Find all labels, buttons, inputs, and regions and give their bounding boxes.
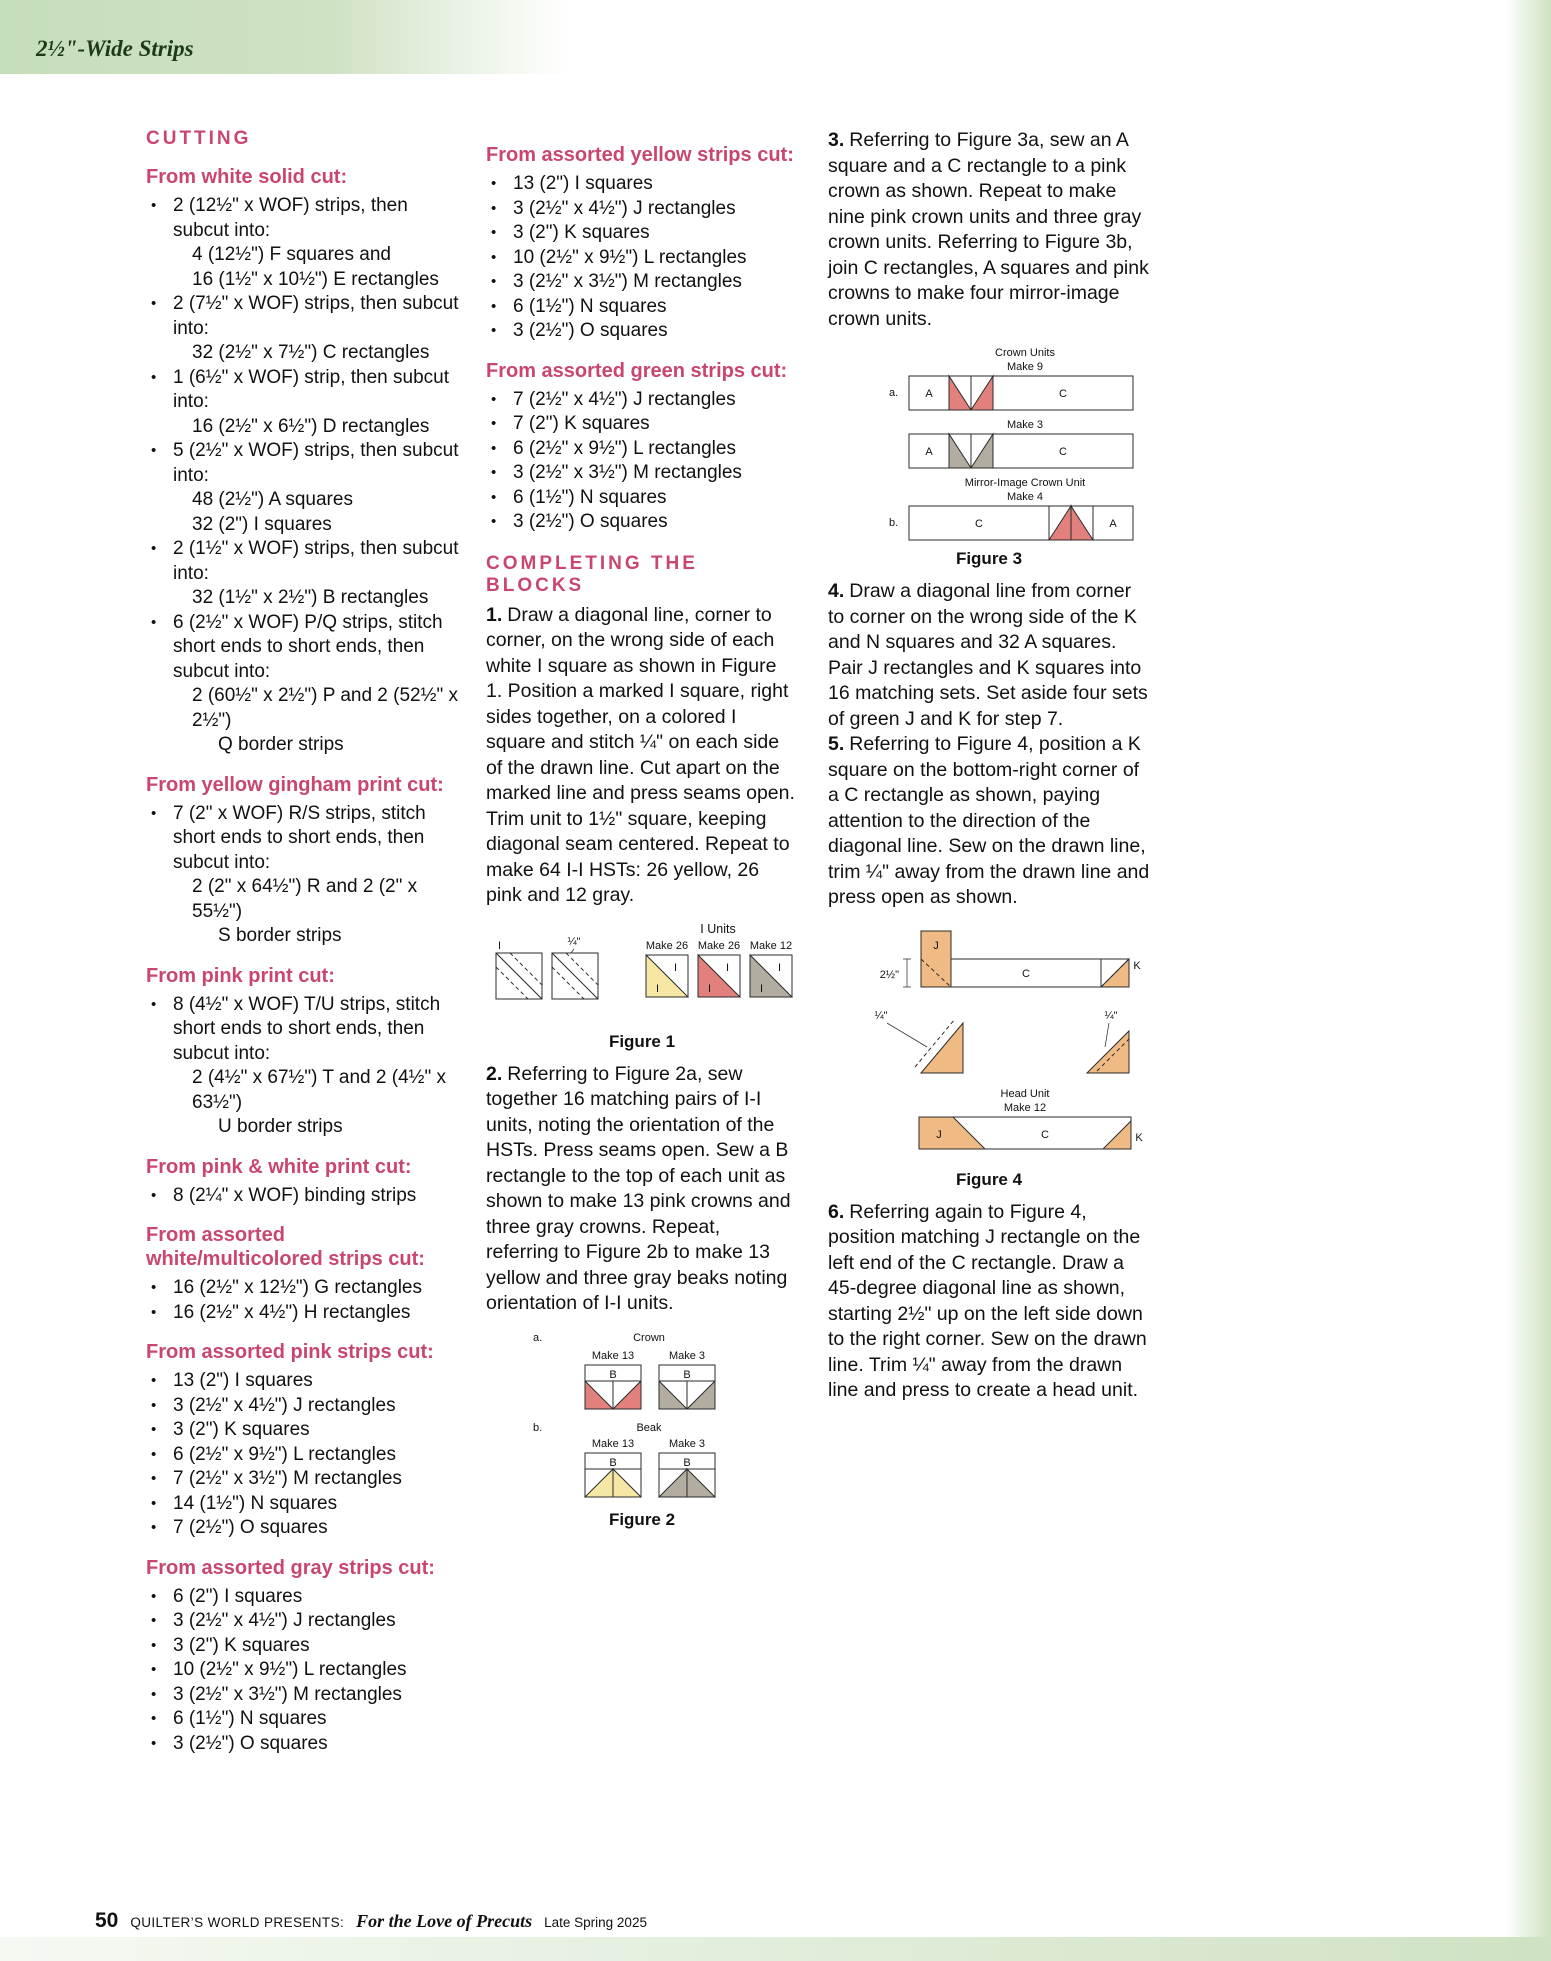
figure-4-caption: Figure 4 <box>955 1169 1023 1189</box>
column-cutting <box>146 128 464 1756</box>
cut-item <box>146 1276 464 1301</box>
c-label: C <box>975 518 983 530</box>
j-label: J <box>936 1128 942 1141</box>
make-label: Make 3 <box>668 1437 706 1450</box>
bullet-icon: • <box>151 1372 157 1389</box>
cut-text: 2 (7½" x WOF) strips, then subcut into: <box>173 293 459 339</box>
marked-i-squares <box>496 936 598 999</box>
publisher-label: QUILTER’S WORLD PRESENTS: <box>130 1915 345 1930</box>
bullet-icon: • <box>151 1661 157 1678</box>
cut-item <box>146 1585 464 1610</box>
step-text: Referring again to Figure 4, position matching J rectangle on the left end of the C rectangle. Draw a 45-degree diagonal line as shown, starting 2½" up on the left side down to the right corner. Sew on the drawn line. Trim ¼" away from the drawn line and press to create a head unit. <box>828 1200 1147 1401</box>
beak-unit-yellow <box>585 1453 641 1497</box>
i-label: I <box>708 982 712 995</box>
bullet-icon: • <box>151 1519 157 1536</box>
head-unit-layout <box>880 931 1142 987</box>
j-label: J <box>933 939 939 952</box>
make-label: Make 26 <box>697 939 741 952</box>
cut-text: 10 (2½" x 9½") L rectangles <box>513 246 747 268</box>
i-label: I <box>674 961 678 974</box>
cut-text: 3 (2½") O squares <box>513 320 668 341</box>
step-number: 5. <box>828 733 845 755</box>
bullet-icon: • <box>491 273 497 290</box>
cut-text: 5 (2½" x WOF) strips, then subcut into: <box>173 440 459 486</box>
cut-text: 7 (2" x WOF) R/S strips, stitch short ends to short ends, then subcut into: <box>173 802 426 873</box>
cut-text: 16 (1½" x 10½") E rectangles <box>192 268 439 290</box>
i-label: I <box>498 939 502 952</box>
cut-text: 3 (2½") O squares <box>513 511 668 532</box>
cut-item <box>146 366 464 415</box>
figure-3-caption: Figure 3 <box>955 549 1023 568</box>
step-3 <box>828 128 1150 332</box>
step-text: Referring to Figure 3a, sew an A square and a C rectangle to a pink crown as shown. Repeat to make nine pink crown units and three gray crown units. Referring to Figure 3b, join C rectangles, A squares and pink crowns to make four mirror-image crown units. <box>828 129 1149 330</box>
cut-text: 16 (2½" x 4½") H rectangles <box>173 1301 411 1323</box>
cut-text: 2 (60½" x 2½") P and 2 (52½" x 2½") <box>192 685 458 731</box>
cut-text: 32 (2½" x 7½") C rectangles <box>192 342 430 363</box>
cut-text: 6 (1½") N squares <box>513 486 667 508</box>
cut-item <box>146 1683 464 1708</box>
cut-text: S border strips <box>218 925 342 946</box>
section-heading: From assorted gray strips cut: <box>146 1556 435 1579</box>
cut-text: Q border strips <box>218 734 344 755</box>
cut-subline <box>146 243 464 268</box>
cut-item <box>486 486 798 511</box>
cut-text: 3 (2") K squares <box>513 222 650 243</box>
cut-list <box>146 1369 464 1541</box>
cut-item <box>146 1418 464 1443</box>
cut-text: 7 (2½" x 3½") M rectangles <box>173 1468 402 1489</box>
cut-item <box>146 802 464 876</box>
step-number: 1. <box>486 603 503 626</box>
cut-text: 7 (2½" x 4½") J rectangles <box>513 388 736 410</box>
section-heading: From yellow gingham print cut: <box>146 773 444 796</box>
section-heading: From white solid cut: <box>146 166 348 188</box>
step-number: 6. <box>828 1200 845 1223</box>
trim-step <box>874 1010 1131 1073</box>
page-number: 50 <box>95 1909 119 1932</box>
crown-unit-pink <box>585 1365 641 1409</box>
cut-text: 10 (2½" x 9½") L rectangles <box>173 1659 407 1680</box>
make-label: Make 12 <box>1003 1101 1047 1114</box>
bullet-icon: • <box>151 1470 157 1487</box>
cut-item <box>146 1443 464 1468</box>
cut-text: 16 (2½" x 12½") G rectangles <box>173 1277 423 1298</box>
cut-item <box>146 439 464 488</box>
cut-item <box>486 461 798 486</box>
figure-3 <box>828 344 1150 569</box>
sub-label-b: b. <box>889 517 899 529</box>
sub-label-b: b. <box>533 1421 543 1434</box>
bullet-icon: • <box>491 199 497 217</box>
step-4 <box>828 579 1150 732</box>
bullet-icon: • <box>151 442 157 459</box>
bullet-icon: • <box>491 322 497 339</box>
make-label: Make 9 <box>1006 361 1044 373</box>
bullet-icon: • <box>151 1279 157 1296</box>
cut-text: 6 (2½" x 9½") L rectangles <box>513 437 736 459</box>
cut-item <box>146 1394 464 1419</box>
cut-item <box>146 1369 464 1394</box>
bullet-icon: • <box>151 1710 157 1727</box>
mirror-crown-unit-strip <box>909 506 1133 540</box>
publication-title: For the Love of Precuts <box>356 1911 533 1931</box>
sub-label-a: a. <box>533 1331 543 1344</box>
cut-list <box>146 1184 464 1209</box>
cut-subline <box>146 513 464 538</box>
bullet-icon: • <box>151 368 157 386</box>
section-heading: From assorted white/multicolored strips cut: <box>146 1224 425 1270</box>
bullet-icon: • <box>151 804 157 822</box>
bullet-icon: • <box>491 415 497 432</box>
b-label: B <box>609 1456 617 1469</box>
cut-text: 2 (2" x 64½") R and 2 (2" x 55½") <box>192 876 418 922</box>
cut-item <box>486 295 798 320</box>
bullet-icon: • <box>151 1494 157 1512</box>
cut-text: 6 (2") I squares <box>173 1585 303 1607</box>
cut-subline <box>146 924 464 949</box>
sub-label-a: a. <box>889 387 899 399</box>
page-footer <box>95 1909 647 1933</box>
c-label: C <box>1059 446 1067 458</box>
cut-text: 6 (2½" x 9½") L rectangles <box>173 1443 396 1465</box>
bullet-icon: • <box>151 295 157 312</box>
head-unit-final <box>919 1117 1143 1149</box>
step-1 <box>486 603 798 909</box>
crown-units-title: Crown Units <box>995 347 1055 359</box>
hst-yellow <box>646 955 688 997</box>
cut-item <box>146 194 464 243</box>
cut-section-yellow-gingham <box>146 773 464 949</box>
section-heading: From pink print cut: <box>146 964 335 987</box>
c-label: C <box>1059 388 1067 400</box>
beak-title: Beak <box>636 1421 662 1434</box>
beak-unit-gray <box>659 1453 715 1497</box>
bullet-icon: • <box>151 197 157 214</box>
section-heading: From pink & white print cut: <box>146 1155 412 1178</box>
bullet-icon: • <box>491 175 497 192</box>
figure-2-caption: Figure 2 <box>608 1509 676 1529</box>
bullet-icon: • <box>491 439 497 457</box>
cut-text: 13 (2") I squares <box>513 173 653 194</box>
cut-subline <box>146 1066 464 1115</box>
i-label: I <box>726 961 730 974</box>
i-label: I <box>760 982 764 995</box>
step-text: Draw a diagonal line, corner to corner, on the wrong side of each white I square as shown in Figure 1. Position a marked I square, right sides together, on a colored I square and stitch ¼" on each side of the drawn line. Cut apart on the marked line and press seams open. Trim unit to 1½" square, keeping diagonal seam centered. Repeat to make 64 I-I HSTs: 26 yellow, 26 pink and 12 gray. <box>486 603 795 906</box>
k-label: K <box>1135 1131 1143 1144</box>
figure-1 <box>486 921 798 1052</box>
cut-item <box>486 510 798 535</box>
cut-text: 3 (2½" x 3½") M rectangles <box>173 1683 402 1705</box>
cut-item <box>486 270 798 295</box>
crown-unit-strip-pink <box>909 376 1133 410</box>
bullet-icon: • <box>151 1445 157 1463</box>
cut-subline <box>146 268 464 293</box>
cut-text: 14 (1½") N squares <box>173 1492 338 1514</box>
cut-item <box>146 1301 464 1326</box>
cut-item <box>146 611 464 685</box>
bullet-icon: • <box>151 1685 157 1703</box>
page-content <box>146 128 1150 1756</box>
step-6 <box>828 1200 1150 1404</box>
cut-item <box>486 437 798 462</box>
cut-item <box>486 319 798 344</box>
cut-list <box>146 993 464 1140</box>
cut-subline <box>146 488 464 513</box>
hst-gray <box>750 955 792 997</box>
step-5 <box>828 732 1150 911</box>
step-number: 4. <box>828 580 845 602</box>
cut-text: 3 (2½" x 3½") M rectangles <box>513 462 742 483</box>
header-band <box>0 0 600 74</box>
cut-subline <box>146 875 464 924</box>
dimension-label: 2½" <box>879 968 899 981</box>
cut-section-white-multicolored <box>146 1223 464 1325</box>
bullet-icon: • <box>491 464 497 481</box>
cut-list <box>486 388 798 535</box>
bullet-icon: • <box>151 1612 157 1629</box>
step-text: Referring to Figure 2a, sew together 16 matching pairs of I-I units, noting the orientation of the HSTs. Press seams open. Sew a B rectangle to the top of each unit as shown to make 13 pink crowns and three gray crowns. Repeat, referring to Figure 2b to make 13 yellow and three gray beaks noting orientation of I-I units. <box>486 1062 791 1314</box>
bullet-icon: • <box>491 224 497 241</box>
cut-list <box>146 802 464 949</box>
cut-text: 2 (4½" x 67½") T and 2 (4½" x 63½") <box>192 1067 447 1113</box>
section-heading: From assorted pink strips cut: <box>146 1341 434 1363</box>
cut-text: 8 (2¼" x WOF) binding strips <box>173 1184 417 1206</box>
cut-section-pink-strips <box>146 1340 464 1541</box>
step-2 <box>486 1062 798 1317</box>
i-label: I <box>778 961 782 974</box>
bullet-icon: • <box>151 1421 157 1438</box>
cut-text: 7 (2") K squares <box>513 413 650 434</box>
bullet-icon: • <box>151 995 157 1013</box>
cut-section-yellow-strips <box>486 143 798 344</box>
figure-4 <box>828 923 1150 1190</box>
cut-text: 6 (1½") N squares <box>173 1708 327 1729</box>
cut-item <box>146 1492 464 1517</box>
cut-item <box>146 292 464 341</box>
cut-item <box>486 388 798 413</box>
cut-text: 3 (2") K squares <box>173 1634 310 1656</box>
make-label: Make 26 <box>645 939 689 952</box>
figure-1-caption: Figure 1 <box>608 1031 676 1051</box>
k-label: K <box>1133 959 1141 972</box>
cut-item <box>146 1609 464 1634</box>
cut-item <box>486 412 798 437</box>
bullet-icon: • <box>151 1396 157 1414</box>
cut-item <box>486 172 798 197</box>
figure-2-diagram <box>527 1329 757 1503</box>
a-label: A <box>1109 518 1117 530</box>
make-label: Make 4 <box>1006 491 1044 503</box>
head-unit-title: Head Unit <box>1000 1087 1050 1100</box>
make-label: Make 3 <box>668 1349 706 1362</box>
cutting-heading: CUTTING <box>146 128 252 149</box>
section-heading: From assorted green strips cut: <box>486 359 788 382</box>
bullet-icon: • <box>491 513 497 530</box>
cut-item <box>486 221 798 246</box>
cut-text: 6 (1½") N squares <box>513 295 667 317</box>
cut-text: U border strips <box>218 1116 343 1137</box>
bullet-icon: • <box>491 248 497 266</box>
cut-item <box>146 1732 464 1757</box>
cut-item <box>146 537 464 586</box>
quarter-inch-label: ¼" <box>1104 1009 1118 1022</box>
right-edge-decoration <box>1505 0 1551 1961</box>
cut-subline <box>146 684 464 733</box>
cut-subline <box>146 415 464 440</box>
cut-item <box>486 197 798 222</box>
quarter-inch-label: ¼" <box>567 935 581 948</box>
make-label: Make 13 <box>591 1437 635 1450</box>
cut-item <box>146 1634 464 1659</box>
completing-heading: COMPLETING THE BLOCKS <box>486 552 698 596</box>
mirror-image-title: Mirror-Image Crown Unit <box>964 477 1086 489</box>
quarter-inch-label: ¼" <box>874 1009 888 1022</box>
cut-list <box>146 194 464 758</box>
figure-1-diagram <box>486 921 798 1025</box>
cut-subline <box>146 1115 464 1140</box>
crown-unit-gray <box>659 1365 715 1409</box>
b-label: B <box>683 1368 691 1381</box>
cut-section-gray-strips <box>146 1556 464 1757</box>
bullet-icon: • <box>151 1636 157 1654</box>
bullet-icon: • <box>491 390 497 408</box>
cut-text: 16 (2½" x 6½") D rectangles <box>192 415 430 437</box>
make-label: Make 13 <box>591 1349 635 1362</box>
step-text: Draw a diagonal line from corner to corner on the wrong side of the K and N squares and 32 A squares. Pair J rectangles and K squares into 16 matching sets. Set aside four sets of green J and K for step 7. <box>828 580 1148 730</box>
cut-subline <box>146 341 464 366</box>
figure-2 <box>486 1329 798 1530</box>
bullet-icon: • <box>151 1587 157 1605</box>
bullet-icon: • <box>151 1303 157 1321</box>
cut-text: 3 (2½" x 4½") J rectangles <box>173 1394 396 1416</box>
make-label: Make 3 <box>1006 419 1044 431</box>
cut-list <box>486 172 798 344</box>
a-label: A <box>925 446 933 458</box>
step-number: 3. <box>828 129 845 151</box>
cut-text: 3 (2½" x 4½") J rectangles <box>513 197 736 219</box>
c-label: C <box>1041 1128 1049 1141</box>
cut-text: 3 (2½" x 4½") J rectangles <box>173 1610 396 1631</box>
b-label: B <box>609 1368 617 1381</box>
bullet-icon: • <box>491 488 497 506</box>
cut-item <box>146 1707 464 1732</box>
cut-item <box>146 1658 464 1683</box>
cut-section-white-solid <box>146 165 464 758</box>
i-units-title: I Units <box>700 921 736 936</box>
bullet-icon: • <box>151 1186 157 1204</box>
cut-text: 13 (2") I squares <box>173 1370 313 1391</box>
column-middle <box>486 128 798 1756</box>
c-label: C <box>1022 967 1030 980</box>
cut-section-pink-white <box>146 1155 464 1209</box>
cut-list <box>146 1585 464 1757</box>
figure-3-diagram <box>829 344 1149 542</box>
cut-item <box>146 1184 464 1209</box>
bullet-icon: • <box>491 297 497 315</box>
bullet-icon: • <box>151 1734 157 1752</box>
i-label: I <box>656 982 660 995</box>
cut-text: 3 (2") K squares <box>173 1419 310 1440</box>
cut-text: 3 (2½") O squares <box>173 1732 328 1754</box>
cut-text: 32 (2") I squares <box>192 513 332 535</box>
cut-text: 3 (2½" x 3½") M rectangles <box>513 271 742 292</box>
cut-text: 4 (12½") F squares and <box>192 244 391 265</box>
cut-list <box>146 1276 464 1325</box>
hst-pink <box>698 955 740 997</box>
cut-item <box>146 1516 464 1541</box>
step-text: Referring to Figure 4, position a K square on the bottom-right corner of a C rectangle as shown, paying attention to the direction of the diagonal line. Sew on the drawn line, trim ¼" away from the drawn line and press open as shown. <box>828 733 1150 908</box>
cut-text: 48 (2½") A squares <box>192 489 353 510</box>
cut-subline <box>146 586 464 611</box>
cut-text: 2 (1½" x WOF) strips, then subcut into: <box>173 538 459 584</box>
cut-text: 6 (2½" x WOF) P/Q strips, stitch short ends to short ends, then subcut into: <box>173 611 443 682</box>
cut-text: 8 (4½" x WOF) T/U strips, stitch short ends to short ends, then subcut into: <box>173 993 441 1064</box>
page-tag: 2½"-Wide Strips <box>36 36 194 61</box>
cut-text: 7 (2½") O squares <box>173 1517 328 1538</box>
section-heading: From assorted yellow strips cut: <box>486 144 794 166</box>
column-right <box>828 128 1150 1756</box>
issue-label: Late Spring 2025 <box>544 1915 647 1930</box>
cut-item <box>486 246 798 271</box>
cut-item <box>146 993 464 1067</box>
cut-subline <box>146 733 464 758</box>
bullet-icon: • <box>151 613 157 631</box>
bottom-edge-decoration <box>0 1937 1551 1961</box>
cut-section-green-strips <box>486 359 798 535</box>
b-label: B <box>683 1456 691 1469</box>
cut-text: 1 (6½" x WOF) strip, then subcut into: <box>173 366 450 412</box>
bullet-icon: • <box>151 540 157 557</box>
step-number: 2. <box>486 1062 503 1085</box>
a-label: A <box>925 388 933 400</box>
cut-text: 2 (12½" x WOF) strips, then subcut into: <box>173 195 408 241</box>
cut-section-pink-print <box>146 964 464 1140</box>
crown-title: Crown <box>633 1331 665 1344</box>
figure-4-diagram <box>829 923 1149 1163</box>
cut-text: 32 (1½" x 2½") B rectangles <box>192 587 429 608</box>
crown-unit-strip-gray <box>909 434 1133 468</box>
cut-item <box>146 1467 464 1492</box>
make-label: Make 12 <box>749 939 793 952</box>
